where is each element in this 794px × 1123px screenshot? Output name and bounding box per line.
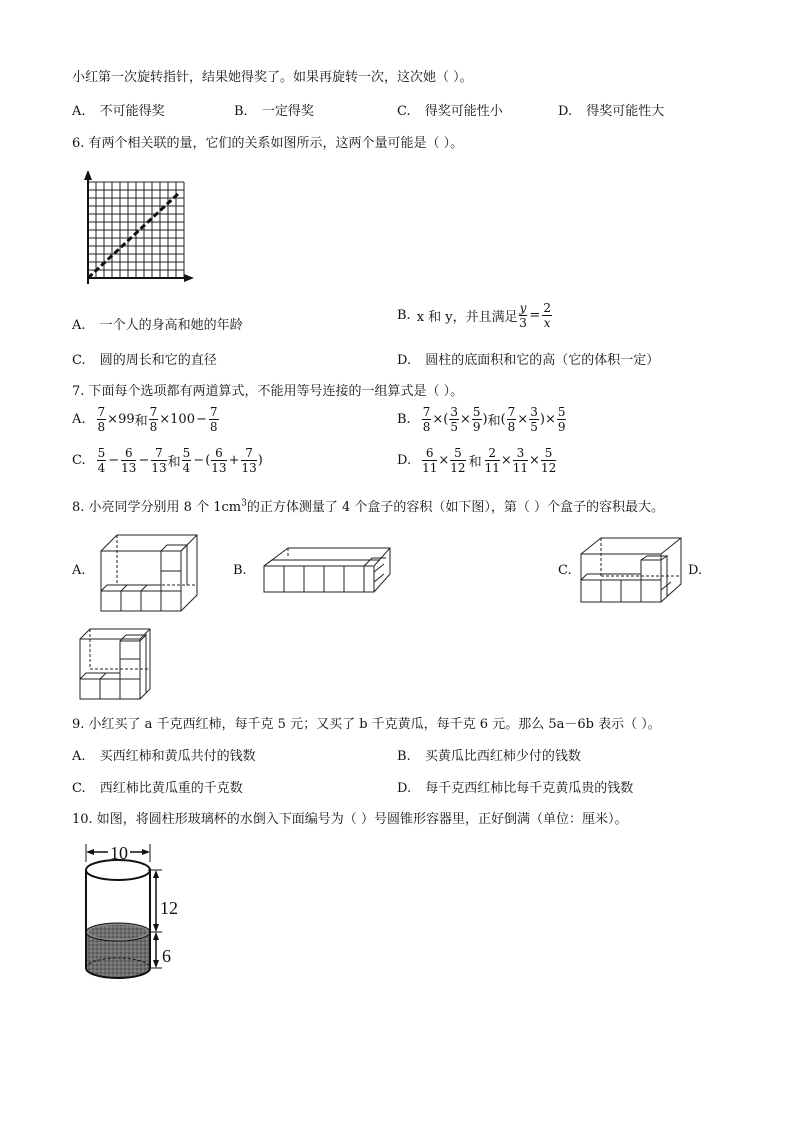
- fraction: $\frac{5}{4}$: [97, 446, 106, 475]
- q5-option-a[interactable]: [72, 100, 165, 119]
- option-text: 西红柿比黄瓜重的千克数: [99, 781, 243, 796]
- times-sign: ×: [544, 412, 556, 427]
- minus-sign: −: [193, 453, 205, 468]
- fraction: $\frac{7}{8}$: [507, 405, 516, 434]
- q9-option-a[interactable]: [72, 745, 256, 764]
- fraction: $\frac{5}{12}$: [540, 446, 557, 475]
- q7-option-b[interactable]: [397, 406, 567, 433]
- paren: (: [500, 412, 506, 427]
- q8-box-c: [579, 536, 685, 606]
- minus-sign: −: [195, 412, 207, 427]
- equals-sign: =: [529, 308, 541, 323]
- paren: (: [205, 453, 211, 468]
- option-text: 一定得奖: [261, 104, 314, 119]
- times-sign: ×: [459, 412, 471, 427]
- minus-sign: −: [138, 453, 150, 468]
- fraction: $\frac{5}{9}$: [472, 405, 481, 434]
- fraction: $\frac{6}{11}$: [422, 446, 438, 475]
- fraction: $\frac{7}{8}$: [209, 405, 218, 434]
- paren: ): [482, 412, 488, 427]
- fraction: $\frac{6}{13}$: [121, 446, 137, 475]
- q9-option-c[interactable]: [72, 777, 243, 796]
- paren: ): [257, 453, 263, 468]
- paren: (: [443, 412, 449, 427]
- q8-stem: [72, 496, 664, 515]
- q8-label-a[interactable]: A.: [72, 563, 86, 578]
- q9-stem: 9. 小红买了 a 千克西红柿，每千克 5 元；又买了 b 千克黄瓜，每千克 6 元。那么 5a－6b 表示（ ）。: [72, 717, 661, 732]
- option-text: 一个人的身高和她的年龄: [99, 318, 243, 333]
- fraction: $\frac{6}{13}$: [211, 446, 227, 475]
- option-letter: A.: [72, 749, 86, 764]
- fraction-y-over-3: $\frac{y}{3}$: [519, 301, 527, 330]
- q5-option-d[interactable]: [558, 100, 664, 119]
- option-text: 得奖可能性小: [424, 104, 503, 119]
- fraction: $\frac{5}{4}$: [182, 446, 191, 475]
- q6-option-a[interactable]: [72, 314, 243, 333]
- option-text: 圆的周长和它的直径: [99, 353, 217, 368]
- option-text: 买西红柿和黄瓜共付的钱数: [99, 749, 256, 764]
- fraction: $\frac{2}{11}$: [484, 446, 500, 475]
- option-text: 圆柱的底面积和它的高（它的体积一定）: [425, 353, 660, 368]
- fraction: $\frac{5}{12}$: [450, 446, 466, 475]
- q8-label-d[interactable]: D.: [688, 563, 703, 578]
- fraction: $\frac{5}{9}$: [557, 405, 566, 434]
- times-sign: ×: [517, 412, 529, 427]
- option-letter: A.: [72, 412, 86, 427]
- option-text: x 和 y，并且满足: [416, 310, 518, 325]
- option-letter: A.: [72, 104, 86, 119]
- q9-option-d[interactable]: [397, 777, 633, 796]
- times-sign: ×: [500, 453, 512, 468]
- q6-option-c[interactable]: [72, 349, 217, 368]
- option-text: 不可能得奖: [99, 104, 165, 119]
- q10-stem: 10. 如图，将圆柱形玻璃杯的水倒入下面编号为（ ）号圆锥形容器里，正好倒满（单位：厘米）。: [72, 812, 628, 827]
- empty-height-label: 12: [160, 898, 178, 918]
- q9-option-b[interactable]: [397, 745, 581, 764]
- option-letter: B.: [397, 308, 411, 323]
- option-letter: B.: [397, 412, 411, 427]
- expr-text: ×99: [107, 412, 135, 427]
- stem-text: 8. 小亮同学分别用 8 个 1cm: [72, 500, 242, 515]
- q8-label-c[interactable]: C.: [558, 563, 572, 578]
- times-sign: ×: [438, 453, 450, 468]
- q6-stem: 6. 有两个相关联的量，它们的关系如图所示，这两个量可能是（ ）。: [72, 136, 464, 151]
- option-letter: C.: [397, 104, 411, 119]
- q8-box-a: [99, 533, 199, 613]
- option-letter: B.: [397, 749, 411, 764]
- and-text: 和: [167, 455, 181, 470]
- fraction: $\frac{7}{8}$: [149, 405, 158, 434]
- fraction: $\frac{7}{13}$: [151, 446, 167, 475]
- superscript: 3: [241, 498, 247, 509]
- times-sign: ×: [529, 453, 540, 468]
- q8-box-b: [262, 546, 392, 596]
- option-letter: D.: [397, 353, 412, 368]
- plus-sign: +: [228, 453, 240, 468]
- option-letter: C.: [72, 353, 86, 368]
- fraction: $\frac{7}{13}$: [241, 446, 257, 475]
- option-letter: D.: [397, 453, 412, 468]
- option-letter: C.: [72, 781, 86, 796]
- and-text: 和: [134, 414, 148, 429]
- q10-glass-cylinder-figure: [76, 840, 188, 988]
- water-height-label: 6: [162, 946, 171, 966]
- times-sign: ×: [432, 412, 444, 427]
- option-text: 得奖可能性大: [586, 104, 665, 119]
- q6-option-b[interactable]: [397, 302, 553, 329]
- q6-relation-graph: [82, 170, 194, 288]
- q5-option-b[interactable]: [234, 100, 314, 119]
- diameter-label: 10: [110, 843, 128, 863]
- option-text: 买黄瓜比西红柿少付的钱数: [424, 749, 581, 764]
- option-letter: D.: [558, 104, 573, 119]
- option-text: 每千克西红柿比每千克黄瓜贵的钱数: [425, 781, 634, 796]
- option-letter: D.: [397, 781, 412, 796]
- q6-option-d[interactable]: [397, 349, 659, 368]
- fraction: $\frac{3}{5}$: [530, 405, 538, 434]
- q7-stem: 7. 下面每个选项都有两道算式，不能用等号连接的一组算式是（ ）。: [72, 384, 464, 399]
- q8-box-d: [78, 627, 152, 701]
- fraction: $\frac{3}{5}$: [450, 405, 458, 434]
- stem-text: 的正方体测量了 4 个盒子的容积（如下图），第（ ）个盒子的容积最大。: [246, 500, 664, 515]
- option-letter: C.: [72, 453, 86, 468]
- option-letter: A.: [72, 318, 86, 333]
- option-letter: B.: [234, 104, 248, 119]
- q7-option-a[interactable]: [72, 406, 220, 433]
- and-text: 和: [487, 414, 501, 429]
- q7-option-c[interactable]: [72, 447, 263, 474]
- expr-text: ×100: [159, 412, 195, 427]
- q8-label-b[interactable]: B.: [233, 563, 247, 578]
- fraction-2-over-x: $\frac{2}{x}$: [543, 301, 551, 330]
- and-text: 和: [468, 455, 482, 470]
- paren: ): [539, 412, 545, 427]
- fraction: $\frac{7}{8}$: [97, 405, 106, 434]
- q5-option-c[interactable]: [397, 100, 503, 119]
- q5-stem: 小红第一次旋转指针，结果她得奖了。如果再旋转一次，这次她（ ）。: [72, 70, 473, 85]
- fraction: $\frac{7}{8}$: [422, 405, 431, 434]
- q7-option-d[interactable]: [397, 447, 557, 474]
- minus-sign: −: [108, 453, 120, 468]
- fraction: $\frac{3}{11}$: [512, 446, 529, 475]
